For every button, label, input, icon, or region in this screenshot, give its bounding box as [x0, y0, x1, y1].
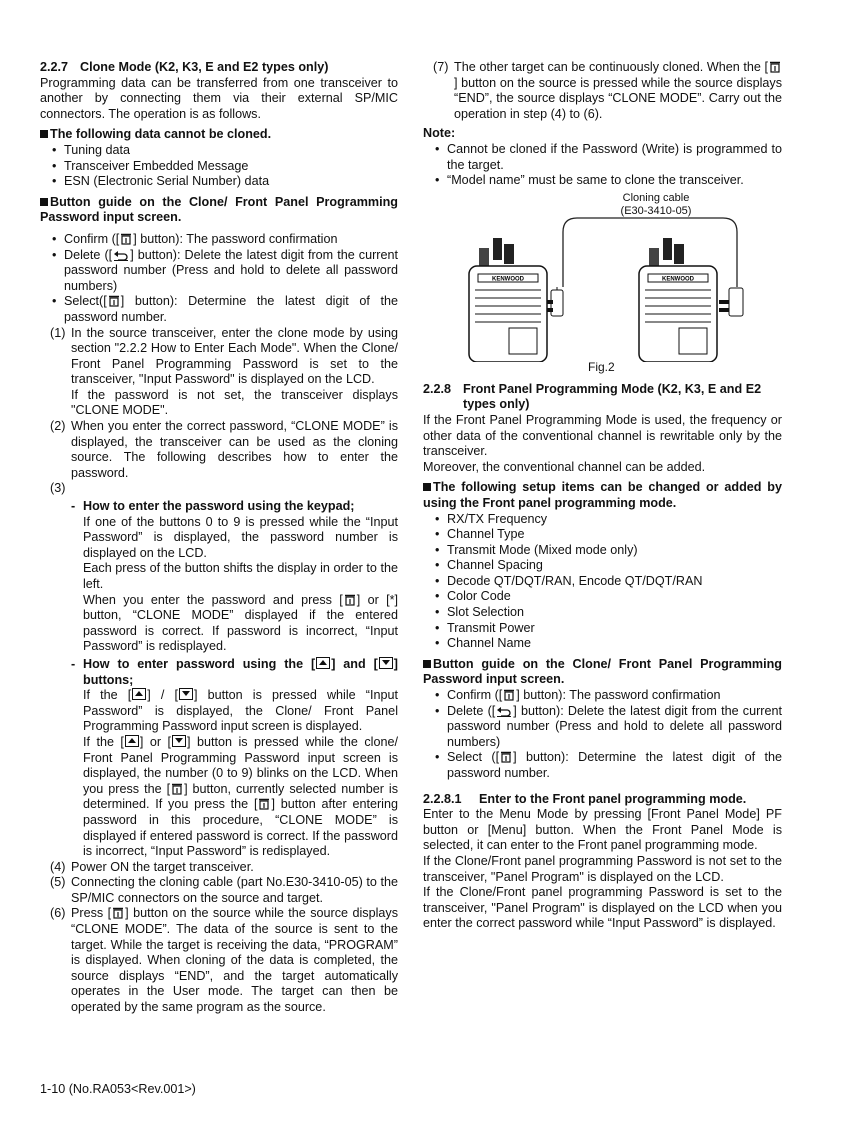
list-item: • Transceiver Embedded Message	[52, 159, 398, 175]
list-item: • Channel Name	[435, 636, 782, 652]
list-item: • Tuning data	[52, 143, 398, 159]
button-guide-list	[423, 688, 782, 782]
down-arrow-icon	[172, 735, 186, 747]
list-item: • Transmit Power	[435, 621, 782, 637]
return-key-icon	[496, 705, 512, 717]
step-7: (7) The other target can be continuously cloned. When the [] button on the source is pressed while the source displays “END”, the source displays “CLONE MODE”. Carry out the operation in step (4) to (6).	[433, 60, 782, 121]
target-radio	[639, 238, 743, 362]
list-item: • Confirm ([ ] button): The password confirmation	[52, 232, 398, 248]
list-item: • Channel Spacing	[435, 558, 782, 574]
clone-steps	[40, 326, 398, 1016]
step-5: (5) Connecting the cloning cable (part No.E30-3410-05) to the SP/MIC connectors on the source and target.	[50, 875, 398, 905]
list-item: • Channel Type	[435, 527, 782, 543]
step-2: (2) When you enter the correct password, “CLONE MODE” is displayed, the transceiver can be used as the cloning source. The following describes how to enter the password.	[50, 419, 398, 480]
brand-label: KENWOOD	[662, 276, 694, 283]
square-bullet-icon	[40, 198, 48, 206]
clone-key-icon	[500, 751, 512, 763]
step-1: (1) In the source transceiver, enter the clone mode by using section "2.2.2 How to Enter Each Mode". When the Clone/ Front Panel Programming Password is set to the transceiver, "Input Password" is displayed on the LCD. If the password is not set, the transceiver displays "CLONE MODE".	[50, 325, 398, 418]
no-clone-list	[40, 143, 398, 190]
list-item: • Delete ([ ] button): Delete the latest digit from the current password number (Press and hold to delete all password numbers)	[52, 248, 398, 295]
clone-key-icon	[258, 798, 270, 810]
down-arrow-icon	[179, 688, 193, 700]
enter-fpp-paragraph: If the Clone/Front panel programming Password is set to the transceiver, "Panel Program" is displayed on the LCD when you enter the correct password while “Input Password” is displayed.	[423, 885, 782, 931]
cable-label: Cloning cable (E30-3410-05)	[620, 191, 692, 217]
clone-key-icon	[769, 61, 781, 73]
square-bullet-icon	[40, 130, 48, 138]
clone-key-icon	[503, 689, 515, 701]
enter-fpp-paragraph: If the Clone/Front panel programming Password is not set to the transceiver, "Panel Program" is displayed on the LCD.	[423, 853, 782, 884]
clone-key-icon	[120, 233, 132, 245]
page-footer: 1-10 (No.RA053<Rev.001>)	[40, 1082, 196, 1096]
brand-label: KENWOOD	[492, 276, 524, 283]
left-column	[40, 60, 398, 1016]
setup-items-heading: The following setup items can be changed or added by using the Front panel programming mode.	[423, 480, 782, 510]
list-item: • RX/TX Frequency	[435, 512, 782, 528]
source-radio	[469, 238, 563, 362]
setup-items-list	[423, 512, 782, 652]
step-6: (6) Press [ ] button on the source while the source displays “CLONE MODE”. The data of the source is sent to the target. While the target is receiving the data, “PROGRAM” is displayed. When cloning of the data is completed, the source displays “END”, and the target automatically operates in the User mode. The target can then be operated by the same program as the source.	[50, 906, 398, 1015]
list-item: • ESN (Electronic Serial Number) data	[52, 174, 398, 190]
section-2-2-8-heading: 2.2.8 Front Panel Programming Mode (K2, K3, E and E2 types only)	[423, 381, 762, 412]
square-bullet-icon	[423, 660, 431, 668]
clone-intro: Programming data can be transferred from one transceiver to another by connecting them via their external SP/MIC connectors. The operation is as follows.	[40, 75, 398, 121]
list-item: • “Model name” must be same to clone the transceiver.	[435, 173, 782, 189]
list-item: • Confirm ([ ] button): The password confirmation	[435, 688, 782, 704]
clone-key-icon	[171, 783, 183, 795]
list-item: • Cannot be cloned if the Password (Write) is programmed to the target.	[435, 142, 782, 173]
no-clone-heading: The following data cannot be cloned.	[40, 127, 398, 143]
list-item: • Delete ([ ] button): Delete the latest digit from the current password number (Press and hold to delete all password numbers)	[435, 704, 782, 751]
right-column	[423, 60, 782, 932]
return-key-icon	[113, 249, 129, 261]
list-item: • Color Code	[435, 589, 782, 605]
up-arrow-icon	[125, 735, 139, 747]
list-item: • Slot Selection	[435, 605, 782, 621]
section-2-2-7-heading: 2.2.7 Clone Mode (K2, K3, E and E2 types only)	[40, 60, 329, 74]
figure-caption: Fig.2	[588, 359, 615, 374]
list-item: • Decode QT/DQT/RAN, Encode QT/DQT/RAN	[435, 574, 782, 590]
clone-key-icon	[108, 295, 120, 307]
fpp-intro-2: Moreover, the conventional channel can be added.	[423, 459, 706, 474]
list-item: • Transmit Mode (Mixed mode only)	[435, 543, 782, 559]
note-list	[423, 142, 782, 189]
enter-fpp-paragraph: Enter to the Menu Mode by pressing [Front Panel Mode] PF button or [Menu] button. When the Front Panel Mode is selected, it can enter to the Front panel programming mode.	[423, 807, 782, 853]
fpp-intro: If the Front Panel Programming Mode is used, the frequency or other data of the conventional channel is rewritable only by the transceiver.	[423, 412, 782, 459]
step-3: (3) - How to enter the password using the keypad; If one of the buttons 0 to 9 is pressed while the “Input Password” is displayed, the password number is displayed on the LCD. Each press of the button shifts the display in order to the left. When you enter the password and press [ ] or [*] button, “CLONE MODE” displayed if the entered password is correct. If password is incorrect, “Input Password” is redisplayed. - How to enter password using the [ ] and [ ] buttons; If the [ ] / [ ] button is pressed while “Input Password” is displayed, the Clone/ Front Panel Programming Password input screen is displayed. If the [ ] or [ ] button is pressed while the clone/ Front Panel Programming Password input screen is displayed, the number (0 to 9) blinks on the LCD. When you press the [ ] button, currently selected number is determined. If you press the [ ] button after entering password in this procedure, “CLONE MODE” is displayed if entered password is correct. If the password is incorrect, “Input Password” is redisplayed.	[50, 481, 398, 859]
up-arrow-icon	[132, 688, 146, 700]
arrow-method: - How to enter password using the [ ] and [ ] buttons; If the [ ] / [ ] button is pressed while “Input Password” is displayed, the Clone/ Front Panel Programming Password input screen is displayed. If the [ ] or [ ] button is pressed while the clone/ Front Panel Programming Password input screen is displayed, the number (0 to 9) blinks on the LCD. When you press the [ ] button, currently selected number is determined. If you press the [ ] button after entering password in this procedure, “CLONE MODE” is displayed if entered password is correct. If the password is incorrect, “Input Password” is redisplayed.	[71, 656, 398, 859]
keypad-method: - How to enter the password using the keypad; If one of the buttons 0 to 9 is pressed while the “Input Password” is displayed, the password number is displayed on the LCD. Each press of the button shifts the display in order to the left. When you enter the password and press [ ] or [*] button, “CLONE MODE” displayed if the entered password is correct. If password is incorrect, “Input Password” is redisplayed.	[71, 499, 398, 654]
list-item: • Select ([ ] button): Determine the latest digit of the password number.	[435, 750, 782, 781]
up-arrow-icon	[316, 657, 330, 669]
radios-with-cable-illustration	[423, 192, 782, 362]
section-2-2-8-1-heading: 2.2.8.1 Enter to the Front panel programming mode.	[423, 791, 747, 806]
clone-steps-continued	[423, 60, 782, 122]
square-bullet-icon	[423, 483, 431, 491]
clone-key-icon	[112, 907, 124, 919]
clone-key-icon	[344, 594, 356, 606]
button-guide-list	[40, 232, 398, 326]
button-guide-heading: Button guide on the Clone/ Front Panel Programming Password input screen.	[423, 656, 782, 687]
list-item: • Select([ ] button): Determine the latest digit of the password number.	[52, 294, 398, 325]
button-guide-heading: Button guide on the Clone/ Front Panel Programming Password input screen.	[40, 194, 398, 225]
cloning-figure	[423, 192, 782, 382]
down-arrow-icon	[379, 657, 393, 669]
step-4: (4) Power ON the target transceiver.	[50, 859, 254, 874]
note-heading: Note:	[423, 126, 456, 141]
